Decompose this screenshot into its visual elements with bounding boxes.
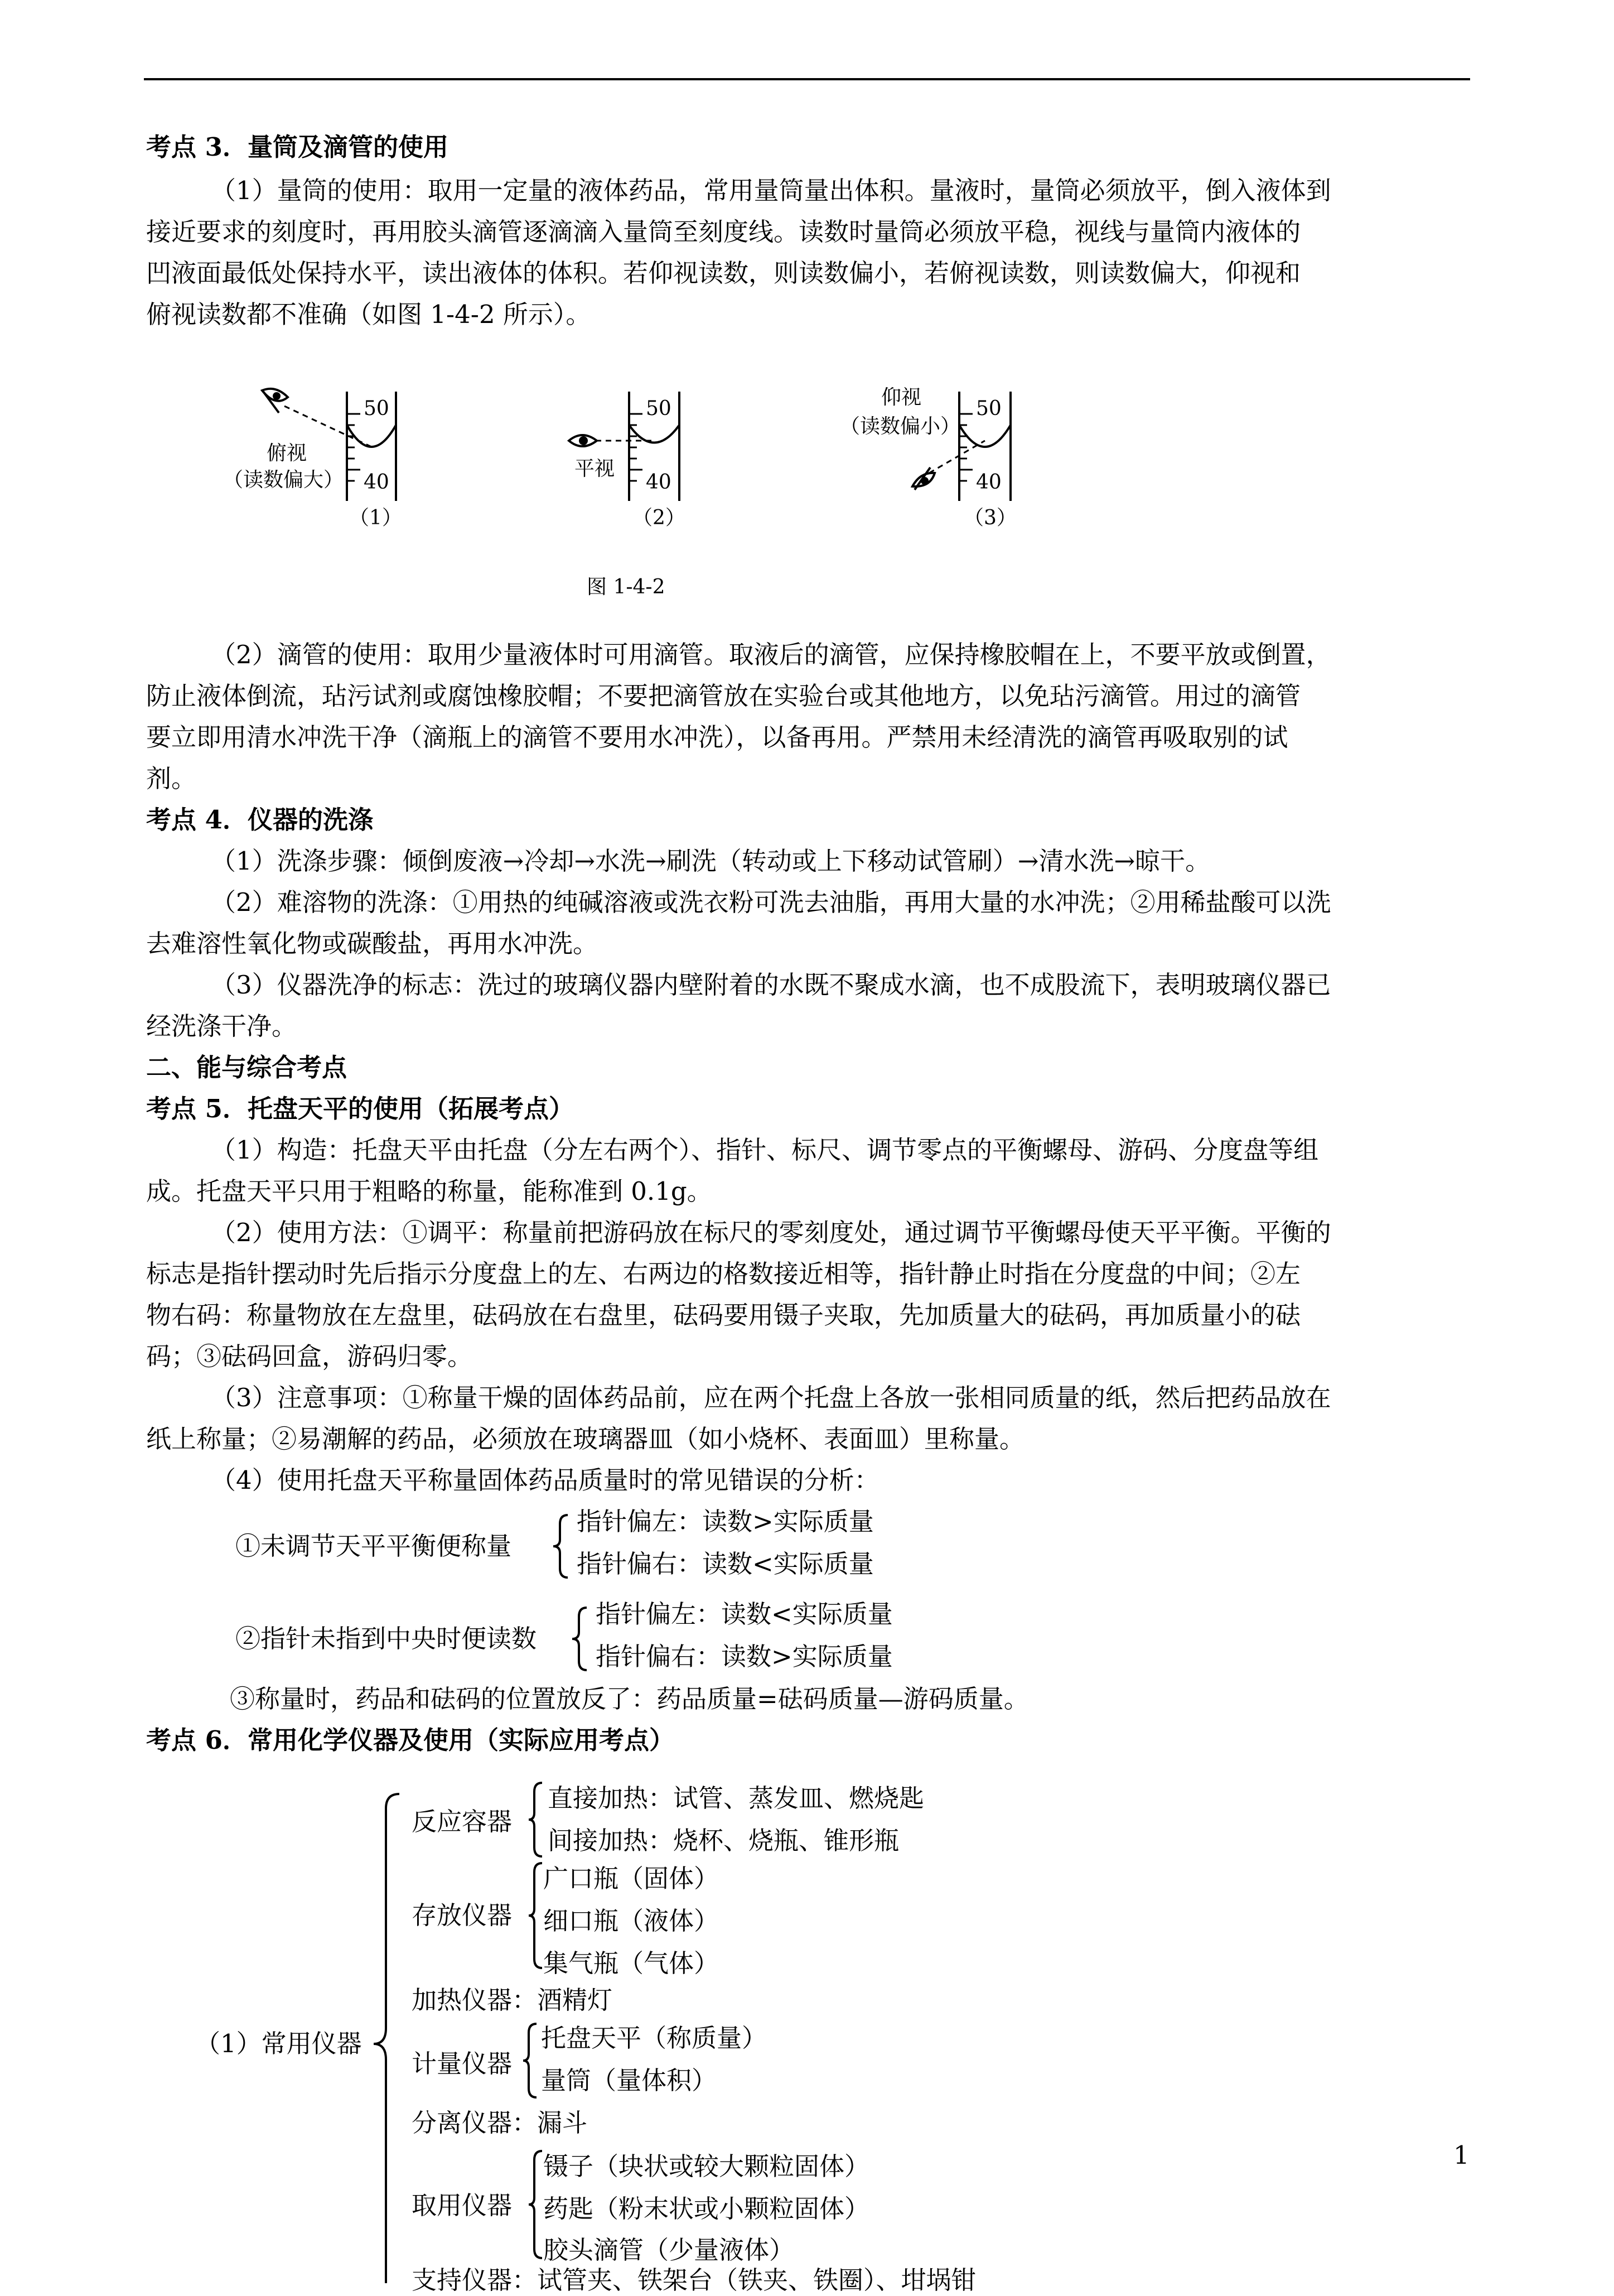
tree-leaf: 直接加热：试管、蒸发皿、燃烧匙 [548,1783,925,1813]
tree-node-heating: 加热仪器：酒精灯 [412,1985,613,2015]
paragraph-line: 凹液面最低处保持水平，读出液体的体积。若仰视读数，则读数偏小，若俯视读数，则读数偏大，仰视和 [146,258,1301,288]
tree-leaf: 托盘天平（称质量） [541,2023,767,2053]
paragraph-line: 剂。 [146,764,197,793]
paragraph-line: （3）注意事项：①称量干燥的固体药品前，应在两个托盘上各放一张相同质量的纸，然后把药品放在 [211,1383,1331,1412]
error-2-case-right: 指针偏右：读数>实际质量 [596,1642,893,1671]
paragraph-line: （1）构造：托盘天平由托盘（分左右两个）、指针、标尺、调节零点的平衡螺母、游码、分度盘等组 [211,1135,1319,1165]
paragraph-line: 去难溶性氧化物或碳酸盐，再用水冲洗。 [146,929,598,958]
brace-icon [551,1513,570,1580]
paragraph-line: （2）滴管的使用：取用少量液体时可用滴管。取液后的滴管，应保持橡胶帽在上，不要平放或倒置， [211,640,1331,669]
tree-node-taking: 取用仪器 [412,2191,513,2220]
paragraph-line: （1）洗涤步骤：倾倒废液→冷却→水洗→刷洗（转动或上下移动试管刷）→清水洗→晾干。 [211,846,1211,876]
tree-leaf: 广口瓶（固体） [543,1864,719,1893]
section-4-heading: 考点 4．仪器的洗涤 [146,805,373,835]
tick-label-40: 40 [646,471,671,494]
tick-label-50: 50 [646,397,671,420]
graduated-cylinder-reading-figure [0,0,1614,614]
paragraph-line: 物右码：称量物放在左盘里，砝码放在右盘里，砝码要用镊子夹取，先加质量大的砝码，再加质量小的砝 [146,1300,1301,1330]
panel3-label: 仰视 [881,386,922,409]
section-3-heading: 考点 3．量筒及滴管的使用 [146,132,448,162]
tree-leaf: 药匙（粉末状或小颗粒固体） [543,2194,870,2223]
section-5-heading: 考点 5．托盘天平的使用（拓展考点） [146,1094,574,1123]
page-number: 1 [1453,2140,1470,2170]
panel1-number: （1） [349,507,402,529]
tick-label-40: 40 [364,471,389,494]
brace-icon [528,1781,544,1859]
tree-node-storage: 存放仪器 [412,1901,513,1930]
tree-node-measure: 计量仪器 [412,2049,513,2078]
brace-icon [371,1792,402,2283]
eye-icon [262,389,288,413]
tree-node-separation: 分离仪器：漏斗 [412,2108,588,2138]
panel1-label: （读数偏大） [223,469,344,491]
error-1-label: ①未调节天平平衡便称量 [235,1531,512,1561]
figure-caption: 图 1-4-2 [587,576,665,599]
paragraph-line: （1）量筒的使用：取用一定量的液体药品，常用量筒量出体积。量液时，量筒必须放平，倒入液体到 [211,176,1331,205]
tree-leaf: 细口瓶（液体） [543,1906,719,1936]
tree-leaf: 镊子（块状或较大颗粒固体） [543,2152,870,2181]
error-1-case-left: 指针偏左：读数>实际质量 [577,1507,874,1536]
paragraph-line: 接近要求的刻度时，再用胶头滴管逐滴滴入量筒至刻度线。读数时量筒必须放平稳，视线与量筒内液体的 [146,217,1301,247]
paragraph-line: 标志是指针摆动时先后指示分度盘上的左、右两边的格数接近相等，指针静止时指在分度盘的中间；②左 [146,1259,1301,1289]
brace-icon [570,1605,589,1672]
paragraph-line: （3）仪器洗净的标志：洗过的玻璃仪器内壁附着的水既不聚成水滴，也不成股流下，表明玻璃仪器已 [211,970,1331,1000]
paragraph-line: 俯视读数都不准确（如图 1-4-2 所示）。 [146,300,591,329]
brace-icon [528,1861,544,1970]
error-2-label: ②指针未指到中央时便读数 [235,1624,537,1653]
paragraph-line: （2）难溶物的洗涤：①用热的纯碱溶液或洗衣粉可洗去油脂，再用大量的水冲洗；②用稀盐酸可以洗 [211,887,1331,917]
error-2-case-left: 指针偏左：读数<实际质量 [596,1599,893,1629]
paragraph-line: （4）使用托盘天平称量固体药品质量时的常见错误的分析： [211,1465,880,1495]
panel3-label: （读数偏小） [840,415,961,438]
panel2-number: （2） [632,507,685,529]
paragraph-line: 要立即用清水冲洗干净（滴瓶上的滴管不要用水冲洗），以备再用。严禁用未经清洗的滴管再吸取别的试 [146,722,1288,752]
tree-node-reaction: 反应容器 [412,1807,513,1836]
panel3-number: （3） [964,507,1017,529]
tree-node-support: 支持仪器：试管夹、铁架台（铁夹、铁圈）、坩埚钳 [412,2265,977,2295]
brace-icon [522,2022,539,2100]
eye-icon [569,435,597,446]
tick-label-50: 50 [976,397,1002,420]
part-2-heading: 二、能与综合考点 [146,1053,347,1082]
paragraph-line: 防止液体倒流，玷污试剂或腐蚀橡胶帽；不要把滴管放在实验台或其他地方，以免玷污滴管。用过的滴管 [146,681,1301,711]
paragraph-line: 纸上称量；②易潮解的药品，必须放在玻璃器皿（如小烧杯、表面皿）里称量。 [146,1424,1025,1454]
brace-icon [528,2149,544,2260]
tick-label-50: 50 [364,397,389,420]
tree-leaf: 量筒（量体积） [541,2066,717,2095]
paragraph-line: 成。托盘天平只用于粗略的称量，能称准到 0.1g。 [146,1176,712,1206]
tree-leaf: 间接加热：烧杯、烧瓶、锥形瓶 [548,1826,900,1855]
panel2-label: 平视 [574,457,615,480]
error-1-case-right: 指针偏右：读数<实际质量 [577,1549,874,1579]
tree-root-label: （1）常用仪器 [195,2029,362,2058]
paragraph-line: 经洗涤干净。 [146,1011,297,1041]
panel1-label: 俯视 [267,442,307,465]
tree-leaf: 胶头滴管（少量液体） [543,2235,795,2265]
tree-leaf: 集气瓶（气体） [543,1948,719,1978]
section-6-heading: 考点 6．常用化学仪器及使用（实际应用考点） [146,1725,674,1755]
error-3-text: ③称量时，药品和砝码的位置放反了：药品质量=砝码质量—游码质量。 [230,1684,1029,1714]
paragraph-line: 码；③砝码回盒，游码归零。 [146,1342,473,1371]
paragraph-line: （2）使用方法：①调平：称量前把游码放在标尺的零刻度处，通过调节平衡螺母使天平平衡。平衡的 [211,1218,1331,1247]
tick-label-40: 40 [976,471,1002,494]
